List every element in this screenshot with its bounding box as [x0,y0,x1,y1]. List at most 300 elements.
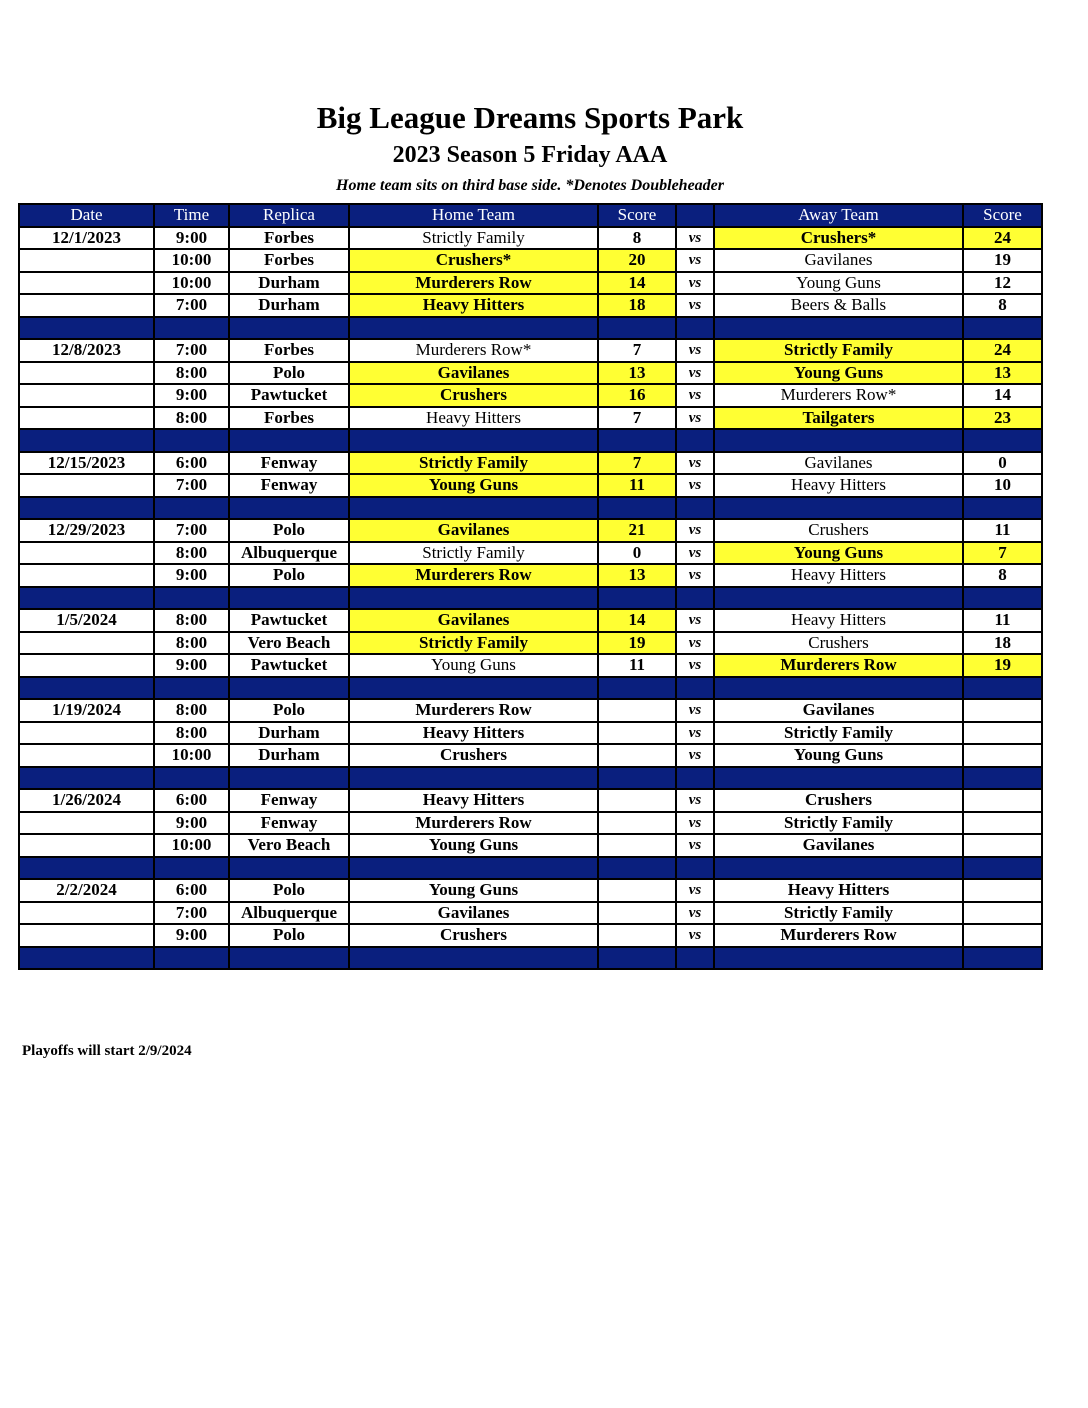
table-row [19,564,1042,587]
table-row [19,542,1042,565]
separator-cell [598,429,676,452]
home-team-cell: Crushers [349,384,598,407]
col-header-away-team: Away Team [714,204,963,227]
time-cell: 9:00 [154,564,229,587]
replica-cell: Polo [229,362,349,385]
time-cell: 9:00 [154,384,229,407]
week-separator-row [19,857,1042,880]
away-team-cell: Crushers [714,632,963,655]
home-team-cell: Heavy Hitters [349,789,598,812]
home-score-cell: 0 [598,542,676,565]
separator-cell [154,767,229,790]
table-row [19,744,1042,767]
separator-cell [714,497,963,520]
separator-cell [154,497,229,520]
away-score-cell: 8 [963,294,1042,317]
vs-cell: vs [676,564,714,587]
away-team-cell: Strictly Family [714,339,963,362]
separator-cell [229,587,349,610]
separator-cell [963,677,1042,700]
date-cell: 2/2/2024 [19,879,154,902]
home-team-cell: Heavy Hitters [349,294,598,317]
separator-cell [19,497,154,520]
date-cell [19,902,154,925]
separator-cell [963,767,1042,790]
away-score-cell [963,834,1042,857]
separator-cell [154,677,229,700]
separator-cell [714,767,963,790]
away-score-cell [963,902,1042,925]
col-header-away-score: Score [963,204,1042,227]
col-header-replica: Replica [229,204,349,227]
week-separator-row [19,429,1042,452]
separator-cell [154,429,229,452]
time-cell: 8:00 [154,609,229,632]
footer-note: Playoffs will start 2/9/2024 [22,1043,192,1059]
separator-cell [676,947,714,970]
time-cell: 8:00 [154,699,229,722]
page-title: Big League Dreams Sports Park [316,100,744,135]
replica-cell: Pawtucket [229,384,349,407]
away-score-cell: 14 [963,384,1042,407]
time-cell: 6:00 [154,452,229,475]
separator-cell [963,317,1042,340]
time-cell: 6:00 [154,789,229,812]
separator-cell [714,429,963,452]
home-team-cell: Strictly Family [349,542,598,565]
separator-cell [19,429,154,452]
away-score-cell [963,744,1042,767]
week-separator-row [19,767,1042,790]
home-team-cell: Young Guns [349,654,598,677]
home-team-cell: Young Guns [349,474,598,497]
replica-cell: Forbes [229,249,349,272]
date-cell [19,654,154,677]
home-score-cell: 11 [598,474,676,497]
home-score-cell: 13 [598,564,676,587]
home-score-cell: 19 [598,632,676,655]
col-header-date: Date [19,204,154,227]
separator-cell [229,857,349,880]
time-cell: 9:00 [154,227,229,250]
away-team-cell: Gavilanes [714,699,963,722]
date-cell [19,542,154,565]
separator-cell [349,497,598,520]
replica-cell: Durham [229,272,349,295]
separator-cell [598,497,676,520]
separator-cell [598,767,676,790]
home-team-cell: Strictly Family [349,632,598,655]
home-score-cell: 20 [598,249,676,272]
date-cell [19,564,154,587]
time-cell: 10:00 [154,834,229,857]
replica-cell: Forbes [229,407,349,430]
replica-cell: Durham [229,744,349,767]
home-team-cell: Young Guns [349,834,598,857]
table-row [19,474,1042,497]
replica-cell: Fenway [229,789,349,812]
home-score-cell [598,879,676,902]
home-team-cell: Murderers Row [349,812,598,835]
away-score-cell: 10 [963,474,1042,497]
home-score-cell: 7 [598,407,676,430]
home-score-cell: 14 [598,609,676,632]
date-cell [19,834,154,857]
table-row [19,249,1042,272]
away-score-cell [963,812,1042,835]
time-cell: 10:00 [154,744,229,767]
separator-cell [349,429,598,452]
replica-cell: Vero Beach [229,632,349,655]
replica-cell: Durham [229,294,349,317]
separator-cell [229,317,349,340]
home-team-cell: Crushers* [349,249,598,272]
date-cell [19,632,154,655]
vs-cell: vs [676,722,714,745]
separator-cell [676,429,714,452]
separator-cell [229,497,349,520]
home-score-cell [598,789,676,812]
vs-cell: vs [676,227,714,250]
away-score-cell: 12 [963,272,1042,295]
away-team-cell: Young Guns [714,362,963,385]
replica-cell: Polo [229,519,349,542]
home-team-cell: Heavy Hitters [349,407,598,430]
replica-cell: Polo [229,699,349,722]
time-cell: 9:00 [154,924,229,947]
away-score-cell: 13 [963,362,1042,385]
away-team-cell: Gavilanes [714,834,963,857]
separator-cell [19,947,154,970]
home-score-cell: 7 [598,339,676,362]
replica-cell: Durham [229,722,349,745]
page-subtitle: 2023 Season 5 Friday AAA [392,142,668,168]
table-row [19,384,1042,407]
date-cell: 1/5/2024 [19,609,154,632]
home-team-cell: Strictly Family [349,227,598,250]
separator-cell [598,947,676,970]
replica-cell: Polo [229,879,349,902]
table-row [19,699,1042,722]
separator-cell [154,317,229,340]
vs-cell: vs [676,902,714,925]
table-row [19,227,1042,250]
replica-cell: Forbes [229,227,349,250]
table-header-row [19,204,1042,227]
replica-cell: Fenway [229,452,349,475]
separator-cell [154,587,229,610]
home-team-cell: Murderers Row [349,699,598,722]
separator-cell [349,587,598,610]
home-team-cell: Crushers [349,744,598,767]
vs-cell: vs [676,609,714,632]
separator-cell [349,857,598,880]
replica-cell: Fenway [229,812,349,835]
home-team-cell: Gavilanes [349,902,598,925]
separator-cell [676,587,714,610]
table-row [19,902,1042,925]
replica-cell: Albuquerque [229,542,349,565]
separator-cell [714,947,963,970]
away-score-cell: 11 [963,519,1042,542]
col-header-home-score: Score [598,204,676,227]
col-header-vs [676,204,714,227]
table-row [19,879,1042,902]
table-row [19,362,1042,385]
home-team-cell: Murderers Row [349,272,598,295]
replica-cell: Fenway [229,474,349,497]
week-separator-row [19,497,1042,520]
away-team-cell: Crushers [714,519,963,542]
vs-cell: vs [676,272,714,295]
separator-cell [598,317,676,340]
home-team-cell: Gavilanes [349,519,598,542]
page-note: Home team sits on third base side. *Denotes Doubleheader [336,177,724,194]
home-score-cell: 16 [598,384,676,407]
away-score-cell: 19 [963,654,1042,677]
separator-cell [963,587,1042,610]
away-team-cell: Beers & Balls [714,294,963,317]
vs-cell: vs [676,519,714,542]
table-row [19,407,1042,430]
date-cell [19,812,154,835]
away-team-cell: Heavy Hitters [714,879,963,902]
separator-cell [963,947,1042,970]
date-cell [19,722,154,745]
home-score-cell [598,744,676,767]
away-team-cell: Tailgaters [714,407,963,430]
away-team-cell: Strictly Family [714,902,963,925]
away-team-cell: Young Guns [714,272,963,295]
away-team-cell: Murderers Row* [714,384,963,407]
away-score-cell: 11 [963,609,1042,632]
away-score-cell: 24 [963,339,1042,362]
home-score-cell [598,812,676,835]
separator-cell [963,497,1042,520]
home-score-cell [598,834,676,857]
vs-cell: vs [676,384,714,407]
table-row [19,519,1042,542]
vs-cell: vs [676,834,714,857]
vs-cell: vs [676,879,714,902]
replica-cell: Pawtucket [229,609,349,632]
date-cell: 1/26/2024 [19,789,154,812]
away-team-cell: Heavy Hitters [714,474,963,497]
home-team-cell: Gavilanes [349,362,598,385]
home-score-cell: 8 [598,227,676,250]
week-separator-row [19,677,1042,700]
vs-cell: vs [676,249,714,272]
separator-cell [676,497,714,520]
away-score-cell [963,924,1042,947]
home-score-cell: 21 [598,519,676,542]
home-score-cell [598,722,676,745]
date-cell [19,474,154,497]
table-row [19,654,1042,677]
date-cell: 12/8/2023 [19,339,154,362]
away-score-cell [963,722,1042,745]
home-score-cell: 13 [598,362,676,385]
vs-cell: vs [676,924,714,947]
away-team-cell: Heavy Hitters [714,564,963,587]
table-row [19,834,1042,857]
separator-cell [229,947,349,970]
time-cell: 10:00 [154,272,229,295]
week-separator-row [19,587,1042,610]
home-team-cell: Strictly Family [349,452,598,475]
vs-cell: vs [676,744,714,767]
week-separator-row [19,317,1042,340]
away-score-cell: 19 [963,249,1042,272]
home-team-cell: Heavy Hitters [349,722,598,745]
home-score-cell: 14 [598,272,676,295]
replica-cell: Polo [229,924,349,947]
week-separator-row [19,947,1042,970]
table-row [19,722,1042,745]
vs-cell: vs [676,452,714,475]
away-score-cell: 23 [963,407,1042,430]
vs-cell: vs [676,699,714,722]
date-cell [19,924,154,947]
col-header-time: Time [154,204,229,227]
away-score-cell [963,699,1042,722]
away-score-cell: 18 [963,632,1042,655]
vs-cell: vs [676,407,714,430]
time-cell: 10:00 [154,249,229,272]
separator-cell [349,947,598,970]
table-row [19,632,1042,655]
separator-cell [19,857,154,880]
away-team-cell: Murderers Row [714,654,963,677]
table-row [19,609,1042,632]
away-score-cell: 24 [963,227,1042,250]
separator-cell [19,767,154,790]
time-cell: 7:00 [154,294,229,317]
home-team-cell: Gavilanes [349,609,598,632]
date-cell [19,407,154,430]
separator-cell [229,677,349,700]
home-score-cell: 11 [598,654,676,677]
away-team-cell: Crushers* [714,227,963,250]
time-cell: 8:00 [154,362,229,385]
separator-cell [154,947,229,970]
vs-cell: vs [676,789,714,812]
separator-cell [19,317,154,340]
separator-cell [19,587,154,610]
table-row [19,339,1042,362]
separator-cell [598,587,676,610]
separator-cell [229,429,349,452]
separator-cell [598,857,676,880]
away-team-cell: Heavy Hitters [714,609,963,632]
home-team-cell: Murderers Row [349,564,598,587]
separator-cell [714,857,963,880]
separator-cell [963,429,1042,452]
date-cell [19,249,154,272]
date-cell [19,744,154,767]
away-team-cell: Murderers Row [714,924,963,947]
time-cell: 7:00 [154,519,229,542]
separator-cell [349,677,598,700]
home-score-cell: 7 [598,452,676,475]
separator-cell [676,317,714,340]
home-team-cell: Crushers [349,924,598,947]
time-cell: 8:00 [154,722,229,745]
date-cell: 12/1/2023 [19,227,154,250]
date-cell: 12/15/2023 [19,452,154,475]
date-cell [19,294,154,317]
vs-cell: vs [676,362,714,385]
table-row [19,272,1042,295]
time-cell: 8:00 [154,407,229,430]
schedule-table [18,203,1043,970]
replica-cell: Albuquerque [229,902,349,925]
date-cell [19,384,154,407]
separator-cell [19,677,154,700]
table-row [19,812,1042,835]
separator-cell [963,857,1042,880]
table-row [19,452,1042,475]
away-team-cell: Strictly Family [714,812,963,835]
separator-cell [714,587,963,610]
away-team-cell: Gavilanes [714,249,963,272]
vs-cell: vs [676,812,714,835]
home-score-cell [598,902,676,925]
separator-cell [229,767,349,790]
away-score-cell [963,879,1042,902]
away-team-cell: Strictly Family [714,722,963,745]
time-cell: 8:00 [154,632,229,655]
separator-cell [676,677,714,700]
vs-cell: vs [676,294,714,317]
table-row [19,294,1042,317]
home-team-cell: Murderers Row* [349,339,598,362]
separator-cell [676,857,714,880]
col-header-home-team: Home Team [349,204,598,227]
separator-cell [714,677,963,700]
away-score-cell: 7 [963,542,1042,565]
home-team-cell: Young Guns [349,879,598,902]
separator-cell [598,677,676,700]
time-cell: 7:00 [154,474,229,497]
time-cell: 9:00 [154,812,229,835]
away-score-cell: 8 [963,564,1042,587]
vs-cell: vs [676,339,714,362]
replica-cell: Polo [229,564,349,587]
table-row [19,789,1042,812]
away-team-cell: Young Guns [714,744,963,767]
time-cell: 9:00 [154,654,229,677]
separator-cell [349,317,598,340]
home-score-cell [598,924,676,947]
date-cell: 12/29/2023 [19,519,154,542]
date-cell: 1/19/2024 [19,699,154,722]
away-score-cell: 0 [963,452,1042,475]
schedule-body [19,227,1042,970]
home-score-cell: 18 [598,294,676,317]
home-score-cell [598,699,676,722]
time-cell: 7:00 [154,902,229,925]
separator-cell [676,767,714,790]
time-cell: 7:00 [154,339,229,362]
away-score-cell [963,789,1042,812]
away-team-cell: Crushers [714,789,963,812]
table-row [19,924,1042,947]
vs-cell: vs [676,654,714,677]
vs-cell: vs [676,632,714,655]
separator-cell [154,857,229,880]
replica-cell: Vero Beach [229,834,349,857]
